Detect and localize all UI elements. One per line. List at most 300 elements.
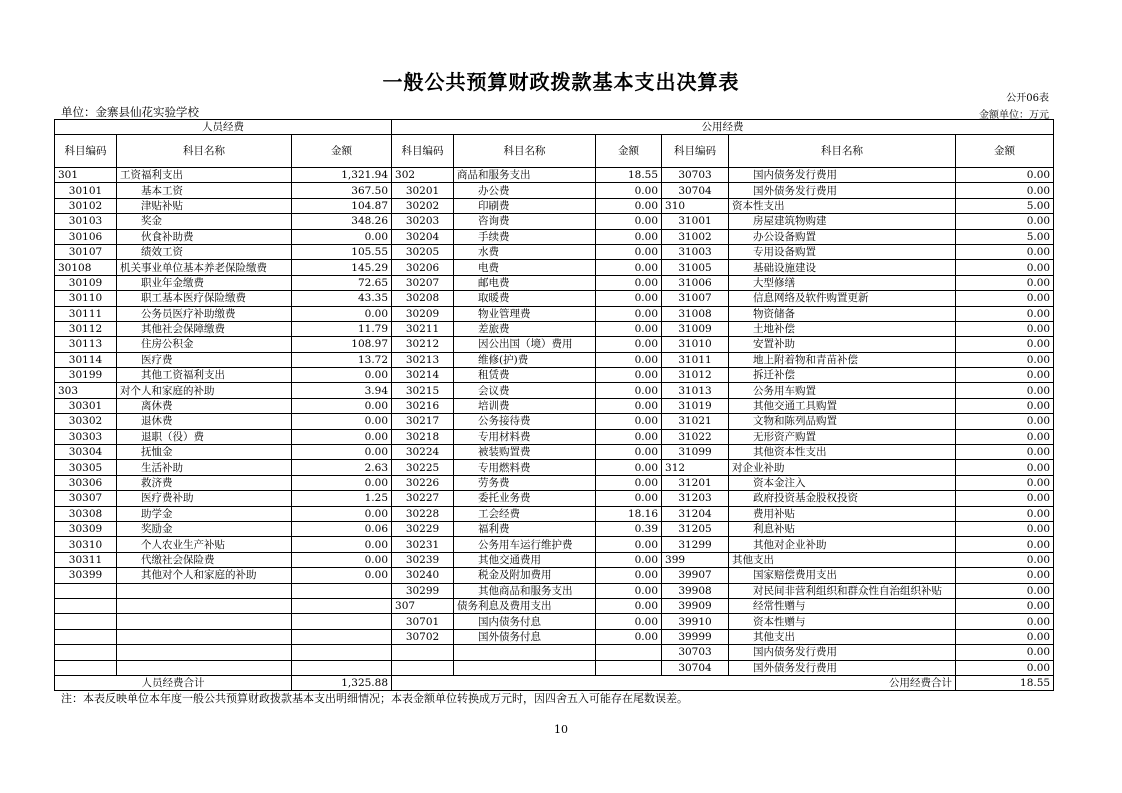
subject-code-cell: 31013 xyxy=(662,383,729,398)
subject-code-cell: 30307 xyxy=(55,491,117,506)
personnel-total-value: 1,325.88 xyxy=(292,675,392,690)
subject-name-cell xyxy=(117,629,292,644)
subject-code-cell: 30228 xyxy=(392,506,454,521)
amount-cell: 18.16 xyxy=(596,506,662,521)
table-row xyxy=(55,614,1054,629)
subject-code-cell: 31003 xyxy=(662,244,729,259)
amount-cell: 0.00 xyxy=(292,506,392,521)
subject-name-cell: 其他工资福利支出 xyxy=(117,368,292,383)
subject-name-cell: 资本金注入 xyxy=(729,475,956,490)
subject-name-cell: 会议费 xyxy=(454,383,596,398)
subject-code-cell: 399 xyxy=(662,552,729,567)
subject-code-cell: 30215 xyxy=(392,383,454,398)
amount-cell: 0.00 xyxy=(956,321,1054,336)
table-row xyxy=(55,214,1054,229)
amount-cell: 0.00 xyxy=(292,368,392,383)
subject-name-cell: 委托业务费 xyxy=(454,491,596,506)
table-row xyxy=(55,275,1054,290)
subject-name-cell: 商品和服务支出 xyxy=(454,168,596,183)
subject-name-cell: 救济费 xyxy=(117,475,292,490)
amount-cell: 0.00 xyxy=(956,445,1054,460)
subject-code-cell: 30224 xyxy=(392,445,454,460)
subject-code-cell: 30311 xyxy=(55,552,117,567)
subject-code-cell: 30217 xyxy=(392,414,454,429)
amount-cell xyxy=(292,598,392,613)
amount-cell: 104.87 xyxy=(292,198,392,213)
amount-cell: 0.00 xyxy=(956,260,1054,275)
amount-cell: 2.63 xyxy=(292,460,392,475)
table-row xyxy=(55,414,1054,429)
subject-code-cell xyxy=(55,598,117,613)
amount-cell: 0.00 xyxy=(956,598,1054,613)
amount-cell: 0.00 xyxy=(596,383,662,398)
table-row xyxy=(55,506,1054,521)
subject-name-cell: 资本性赠与 xyxy=(729,614,956,629)
subject-name-cell: 取暖费 xyxy=(454,291,596,306)
footnote: 注：本表反映单位本年度一般公共预算财政拨款基本支出明细情况；本表金额单位转换成万元时，因四舍五入可能存在尾数误差。 xyxy=(61,692,688,705)
amount-cell: 0.00 xyxy=(956,583,1054,598)
subject-code-cell: 30108 xyxy=(55,260,117,275)
subject-name-cell: 对个人和家庭的补助 xyxy=(117,383,292,398)
subject-name-cell: 被装购置费 xyxy=(454,445,596,460)
subject-code-cell: 30304 xyxy=(55,445,117,460)
subject-code-cell: 30205 xyxy=(392,244,454,259)
amount-cell: 0.00 xyxy=(956,214,1054,229)
code-header: 科目编码 xyxy=(662,135,729,168)
subject-name-cell xyxy=(117,660,292,675)
subject-name-cell: 代缴社会保险费 xyxy=(117,552,292,567)
subject-name-cell: 国外债务发行费用 xyxy=(729,183,956,198)
amount-cell: 0.00 xyxy=(596,244,662,259)
subject-code-cell: 39909 xyxy=(662,598,729,613)
code-header: 科目编码 xyxy=(55,135,117,168)
subject-name-cell: 电费 xyxy=(454,260,596,275)
subject-name-cell: 国外债务付息 xyxy=(454,629,596,644)
amount-cell: 0.00 xyxy=(596,445,662,460)
subject-name-cell xyxy=(454,645,596,660)
amount-cell: 0.00 xyxy=(956,368,1054,383)
subject-code-cell: 30102 xyxy=(55,198,117,213)
subject-code-cell: 30113 xyxy=(55,337,117,352)
table-row xyxy=(55,168,1054,183)
amount-cell: 0.00 xyxy=(956,645,1054,660)
subject-code-cell: 30226 xyxy=(392,475,454,490)
subject-name-cell: 伙食补助费 xyxy=(117,229,292,244)
amount-cell: 0.00 xyxy=(596,429,662,444)
amount-header: 金额 xyxy=(292,135,392,168)
subject-code-cell: 30227 xyxy=(392,491,454,506)
subject-code-cell: 30308 xyxy=(55,506,117,521)
subject-name-cell: 信息网络及软件购置更新 xyxy=(729,291,956,306)
amount-cell: 0.00 xyxy=(956,291,1054,306)
amount-cell: 0.00 xyxy=(596,614,662,629)
subject-code-cell: 31009 xyxy=(662,321,729,336)
amount-cell: 72.65 xyxy=(292,275,392,290)
subject-name-cell: 离休费 xyxy=(117,398,292,413)
amount-cell: 0.00 xyxy=(596,183,662,198)
subject-name-cell: 其他交通工具购置 xyxy=(729,398,956,413)
amount-cell: 0.00 xyxy=(596,291,662,306)
subject-name-cell: 医疗费 xyxy=(117,352,292,367)
subject-code-cell xyxy=(392,645,454,660)
amount-cell: 3.94 xyxy=(292,383,392,398)
subject-name-cell: 工会经费 xyxy=(454,506,596,521)
amount-cell: 0.00 xyxy=(596,198,662,213)
subject-code-cell: 39910 xyxy=(662,614,729,629)
table-row xyxy=(55,521,1054,536)
amount-cell: 348.26 xyxy=(292,214,392,229)
subject-name-cell: 生活补助 xyxy=(117,460,292,475)
subject-name-cell: 公务用车购置 xyxy=(729,383,956,398)
subject-name-cell: 国内债务发行费用 xyxy=(729,168,956,183)
amount-cell: 0.00 xyxy=(956,383,1054,398)
amount-cell: 0.00 xyxy=(292,306,392,321)
amount-cell: 0.00 xyxy=(596,552,662,567)
public-total-label: 公用经费合计 xyxy=(392,675,956,690)
subject-code-cell: 30310 xyxy=(55,537,117,552)
subject-name-cell: 租赁费 xyxy=(454,368,596,383)
form-number: 公开06表 xyxy=(1006,93,1049,104)
amount-cell: 0.00 xyxy=(596,368,662,383)
amount-cell: 0.00 xyxy=(956,614,1054,629)
amount-header: 金额 xyxy=(596,135,662,168)
subject-name-cell: 基本工资 xyxy=(117,183,292,198)
subject-code-cell: 31203 xyxy=(662,491,729,506)
amount-cell: 0.00 xyxy=(292,445,392,460)
subject-code-cell: 30704 xyxy=(662,660,729,675)
amount-cell: 0.00 xyxy=(596,460,662,475)
subject-name-cell: 其他交通费用 xyxy=(454,552,596,567)
amount-cell: 0.00 xyxy=(596,398,662,413)
personnel-total-label: 人员经费合计 xyxy=(55,675,292,690)
subject-name-cell: 专用燃料费 xyxy=(454,460,596,475)
amount-cell: 0.00 xyxy=(956,460,1054,475)
subject-name-cell: 其他社会保障缴费 xyxy=(117,321,292,336)
unit-label: 单位：金寨县仙花实验学校 xyxy=(61,105,199,119)
subject-code-cell: 30306 xyxy=(55,475,117,490)
subject-code-cell: 30703 xyxy=(662,645,729,660)
subject-name-cell: 奖励金 xyxy=(117,521,292,536)
amount-cell: 0.00 xyxy=(596,214,662,229)
subject-code-cell: 30201 xyxy=(392,183,454,198)
subject-code-cell: 31006 xyxy=(662,275,729,290)
amount-cell: 0.00 xyxy=(596,475,662,490)
amount-cell: 5.00 xyxy=(956,198,1054,213)
subject-code-cell: 30209 xyxy=(392,306,454,321)
subject-code-cell: 31022 xyxy=(662,429,729,444)
subject-code-cell: 30240 xyxy=(392,568,454,583)
subject-code-cell xyxy=(55,660,117,675)
subject-code-cell: 31002 xyxy=(662,229,729,244)
subject-code-cell xyxy=(55,629,117,644)
subject-code-cell: 30213 xyxy=(392,352,454,367)
table-row xyxy=(55,491,1054,506)
subject-code-cell: 303 xyxy=(55,383,117,398)
subject-name-cell: 其他对企业补助 xyxy=(729,537,956,552)
subject-name-cell: 咨询费 xyxy=(454,214,596,229)
subject-code-cell: 30702 xyxy=(392,629,454,644)
subject-name-cell: 其他商品和服务支出 xyxy=(454,583,596,598)
subject-code-cell: 30218 xyxy=(392,429,454,444)
table-row xyxy=(55,475,1054,490)
amount-cell: 0.00 xyxy=(596,414,662,429)
table-row xyxy=(55,321,1054,336)
amount-cell: 145.29 xyxy=(292,260,392,275)
table-row xyxy=(55,229,1054,244)
subject-name-cell: 对民间非营利组织和群众性自治组织补贴 xyxy=(729,583,956,598)
subject-name-cell: 文物和陈列品购置 xyxy=(729,414,956,429)
subject-name-cell: 物资储备 xyxy=(729,306,956,321)
subject-name-cell xyxy=(117,583,292,598)
amount-cell: 0.00 xyxy=(596,583,662,598)
subject-code-cell: 30305 xyxy=(55,460,117,475)
page-title: 一般公共预算财政拨款基本支出决算表 xyxy=(382,70,740,94)
amount-cell: 0.00 xyxy=(956,352,1054,367)
amount-cell: 105.55 xyxy=(292,244,392,259)
name-header: 科目名称 xyxy=(454,135,596,168)
subject-name-cell: 维修(护)费 xyxy=(454,352,596,367)
subject-code-cell: 30114 xyxy=(55,352,117,367)
amount-cell: 0.00 xyxy=(956,660,1054,675)
subject-name-cell: 劳务费 xyxy=(454,475,596,490)
subject-code-cell: 31012 xyxy=(662,368,729,383)
amount-cell: 1,321.94 xyxy=(292,168,392,183)
amount-header: 金额 xyxy=(956,135,1054,168)
subject-name-cell: 工资福利支出 xyxy=(117,168,292,183)
table-row xyxy=(55,537,1054,552)
amount-cell: 0.00 xyxy=(292,429,392,444)
amount-cell: 367.50 xyxy=(292,183,392,198)
subject-code-cell: 31205 xyxy=(662,521,729,536)
subject-name-cell: 印刷费 xyxy=(454,198,596,213)
subject-name-cell: 住房公积金 xyxy=(117,337,292,352)
subject-code-cell: 310 xyxy=(662,198,729,213)
amount-cell: 0.00 xyxy=(292,568,392,583)
subject-code-cell: 31011 xyxy=(662,352,729,367)
subject-code-cell: 31021 xyxy=(662,414,729,429)
subject-name-cell: 公务接待费 xyxy=(454,414,596,429)
amount-cell: 0.06 xyxy=(292,521,392,536)
subject-code-cell: 30208 xyxy=(392,291,454,306)
amount-cell: 0.00 xyxy=(956,537,1054,552)
amount-cell: 0.00 xyxy=(956,506,1054,521)
subject-code-cell: 307 xyxy=(392,598,454,613)
subject-code-cell: 30203 xyxy=(392,214,454,229)
subject-code-cell: 30110 xyxy=(55,291,117,306)
subject-code-cell: 30301 xyxy=(55,398,117,413)
amount-cell: 0.00 xyxy=(956,244,1054,259)
subject-name-cell: 政府投资基金股权投资 xyxy=(729,491,956,506)
amount-cell: 0.00 xyxy=(292,552,392,567)
amount-cell: 5.00 xyxy=(956,229,1054,244)
amount-cell xyxy=(596,645,662,660)
subject-code-cell: 30704 xyxy=(662,183,729,198)
subject-name-cell: 办公设备购置 xyxy=(729,229,956,244)
amount-cell: 0.00 xyxy=(956,521,1054,536)
table-row xyxy=(55,429,1054,444)
amount-cell: 0.00 xyxy=(292,414,392,429)
table-row xyxy=(55,645,1054,660)
amount-cell: 0.00 xyxy=(596,568,662,583)
subject-name-cell: 绩效工资 xyxy=(117,244,292,259)
amount-cell: 0.00 xyxy=(292,475,392,490)
subject-code-cell: 31008 xyxy=(662,306,729,321)
subject-code-cell: 31099 xyxy=(662,445,729,460)
page-number: 10 xyxy=(554,723,568,736)
subject-name-cell: 办公费 xyxy=(454,183,596,198)
subject-code-cell: 30309 xyxy=(55,521,117,536)
subject-code-cell: 39907 xyxy=(662,568,729,583)
subject-name-cell: 资本性支出 xyxy=(729,198,956,213)
amount-cell: 0.00 xyxy=(596,491,662,506)
table-row xyxy=(55,244,1054,259)
subject-name-cell xyxy=(454,660,596,675)
subject-code-cell: 30106 xyxy=(55,229,117,244)
subject-name-cell: 津贴补贴 xyxy=(117,198,292,213)
table-row xyxy=(55,598,1054,613)
subject-code-cell: 31019 xyxy=(662,398,729,413)
subject-name-cell: 其他支出 xyxy=(729,552,956,567)
table-row xyxy=(55,260,1054,275)
subject-code-cell: 30199 xyxy=(55,368,117,383)
amount-cell xyxy=(292,614,392,629)
amount-cell: 0.39 xyxy=(596,521,662,536)
money-unit-label: 金额单位：万元 xyxy=(979,110,1049,121)
subject-name-cell: 手续费 xyxy=(454,229,596,244)
table-row xyxy=(55,368,1054,383)
subject-name-cell: 其他资本性支出 xyxy=(729,445,956,460)
amount-cell: 108.97 xyxy=(292,337,392,352)
subject-name-cell: 医疗费补助 xyxy=(117,491,292,506)
subject-code-cell: 30206 xyxy=(392,260,454,275)
code-header: 科目编码 xyxy=(392,135,454,168)
subject-code-cell: 30216 xyxy=(392,398,454,413)
subject-code-cell: 312 xyxy=(662,460,729,475)
subject-name-cell: 大型修缮 xyxy=(729,275,956,290)
amount-cell: 0.00 xyxy=(292,398,392,413)
subject-name-cell: 培训费 xyxy=(454,398,596,413)
amount-cell: 43.35 xyxy=(292,291,392,306)
subject-code-cell: 301 xyxy=(55,168,117,183)
public-header: 公用经费 xyxy=(392,120,1054,135)
subject-name-cell: 水费 xyxy=(454,244,596,259)
amount-cell: 0.00 xyxy=(956,275,1054,290)
subject-name-cell: 福利费 xyxy=(454,521,596,536)
name-header: 科目名称 xyxy=(729,135,956,168)
subject-name-cell: 助学金 xyxy=(117,506,292,521)
table-row xyxy=(55,198,1054,213)
subject-code-cell: 39908 xyxy=(662,583,729,598)
table-row xyxy=(55,552,1054,567)
subject-name-cell: 其他支出 xyxy=(729,629,956,644)
subject-name-cell xyxy=(117,614,292,629)
subject-name-cell: 物业管理费 xyxy=(454,306,596,321)
amount-cell: 0.00 xyxy=(596,537,662,552)
name-header: 科目名称 xyxy=(117,135,292,168)
table-row xyxy=(55,445,1054,460)
subject-name-cell: 邮电费 xyxy=(454,275,596,290)
subject-name-cell: 公务员医疗补助缴费 xyxy=(117,306,292,321)
subject-code-cell: 302 xyxy=(392,168,454,183)
subject-code-cell: 30207 xyxy=(392,275,454,290)
totals-row xyxy=(55,675,1054,690)
amount-cell xyxy=(292,629,392,644)
table-row xyxy=(55,291,1054,306)
table-row xyxy=(55,337,1054,352)
amount-cell: 0.00 xyxy=(956,168,1054,183)
table-row xyxy=(55,460,1054,475)
subject-name-cell: 差旅费 xyxy=(454,321,596,336)
subject-code-cell xyxy=(55,583,117,598)
amount-cell: 0.00 xyxy=(956,552,1054,567)
subject-code-cell: 30107 xyxy=(55,244,117,259)
subject-code-cell: 30303 xyxy=(55,429,117,444)
amount-cell: 11.79 xyxy=(292,321,392,336)
subject-code-cell: 30211 xyxy=(392,321,454,336)
subject-code-cell: 30302 xyxy=(55,414,117,429)
amount-cell: 0.00 xyxy=(956,629,1054,644)
subject-code-cell: 31010 xyxy=(662,337,729,352)
amount-cell: 0.00 xyxy=(596,629,662,644)
amount-cell: 1.25 xyxy=(292,491,392,506)
table-row xyxy=(55,398,1054,413)
subject-name-cell xyxy=(117,645,292,660)
subject-name-cell xyxy=(117,598,292,613)
subject-name-cell: 税金及附加费用 xyxy=(454,568,596,583)
personnel-header: 人员经费 xyxy=(55,120,392,135)
subject-name-cell: 利息补贴 xyxy=(729,521,956,536)
subject-code-cell: 30231 xyxy=(392,537,454,552)
subject-name-cell: 地上附着物和青苗补偿 xyxy=(729,352,956,367)
amount-cell: 0.00 xyxy=(596,598,662,613)
amount-cell: 0.00 xyxy=(956,414,1054,429)
subject-code-cell: 30703 xyxy=(662,168,729,183)
table-row xyxy=(55,583,1054,598)
subject-name-cell: 债务利息及费用支出 xyxy=(454,598,596,613)
subject-name-cell: 费用补贴 xyxy=(729,506,956,521)
amount-cell: 0.00 xyxy=(956,568,1054,583)
amount-cell: 0.00 xyxy=(292,229,392,244)
subject-code-cell: 31201 xyxy=(662,475,729,490)
subject-code-cell: 30103 xyxy=(55,214,117,229)
subject-code-cell: 30212 xyxy=(392,337,454,352)
table-row xyxy=(55,306,1054,321)
amount-cell xyxy=(292,660,392,675)
subject-code-cell: 30112 xyxy=(55,321,117,336)
expenditure-table xyxy=(54,119,1054,691)
amount-cell: 0.00 xyxy=(596,260,662,275)
amount-cell: 0.00 xyxy=(596,306,662,321)
subject-name-cell: 房屋建筑物购建 xyxy=(729,214,956,229)
amount-cell xyxy=(292,583,392,598)
amount-cell: 0.00 xyxy=(956,491,1054,506)
subject-code-cell xyxy=(392,660,454,675)
subject-name-cell: 公务用车运行维护费 xyxy=(454,537,596,552)
table-row xyxy=(55,383,1054,398)
subject-code-cell: 31007 xyxy=(662,291,729,306)
subject-code-cell: 31299 xyxy=(662,537,729,552)
subject-name-cell: 土地补偿 xyxy=(729,321,956,336)
subject-name-cell: 安置补助 xyxy=(729,337,956,352)
subject-code-cell: 31204 xyxy=(662,506,729,521)
subject-code-cell: 39999 xyxy=(662,629,729,644)
subject-name-cell: 职业年金缴费 xyxy=(117,275,292,290)
subject-code-cell: 30204 xyxy=(392,229,454,244)
subject-code-cell: 30229 xyxy=(392,521,454,536)
amount-cell: 0.00 xyxy=(596,321,662,336)
amount-cell: 0.00 xyxy=(292,537,392,552)
amount-cell: 18.55 xyxy=(596,168,662,183)
